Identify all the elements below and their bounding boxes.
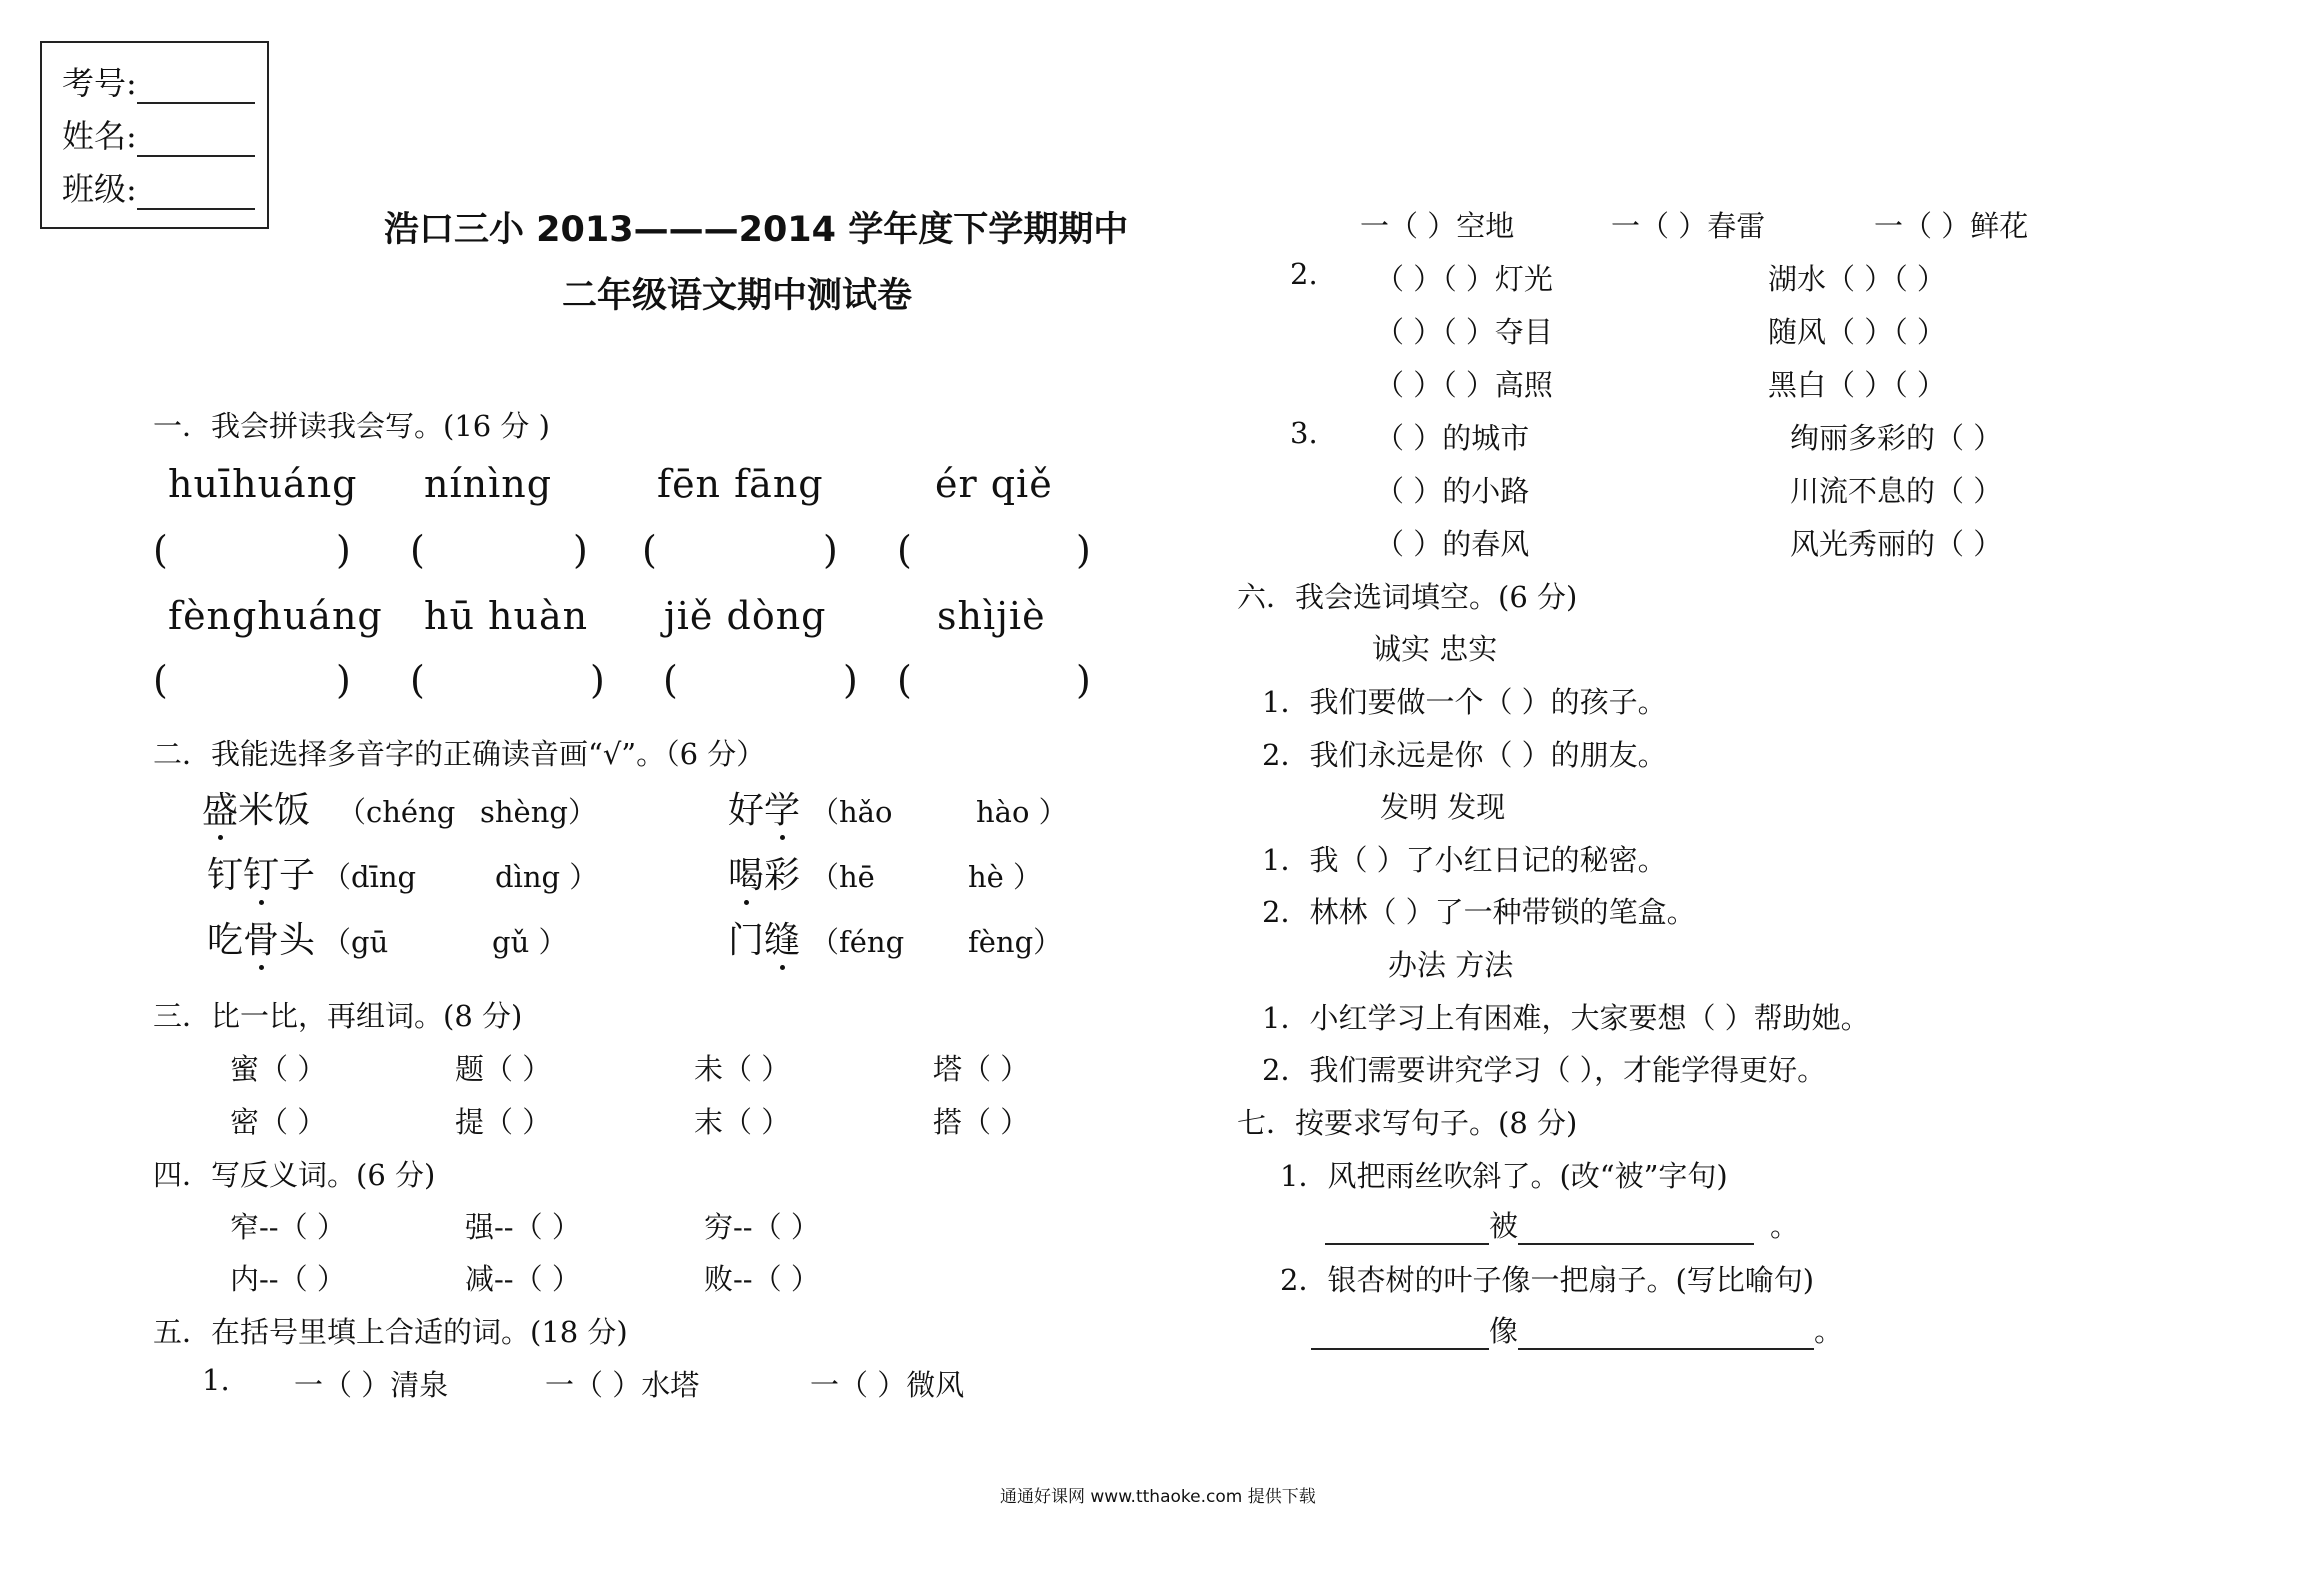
section-2-heading: 二．我能选择多音字的正确读音画“√”。（6 分） xyxy=(153,737,766,771)
pinyin-5: fènghuáng xyxy=(168,594,383,638)
polyphone-1-opt1[interactable]: （chéng xyxy=(337,795,456,829)
pinyin-3: fēn fāng xyxy=(657,462,824,506)
compare-word-1[interactable]: 蜜（ ） xyxy=(230,1052,327,1086)
polyphone-item-4: 喝彩 xyxy=(728,855,801,896)
fill-sentence-1[interactable]: 1．我们要做一个（ ）的孩子。 xyxy=(1262,685,1667,719)
class-field[interactable] xyxy=(137,180,255,210)
four-char-1[interactable]: （ ）（ ）灯光 xyxy=(1375,262,1553,296)
compare-word-5[interactable]: 密（ ） xyxy=(230,1105,327,1139)
compare-word-8[interactable]: 搭（ ） xyxy=(933,1105,1030,1139)
answer-paren-2-open[interactable]: ( xyxy=(410,528,425,572)
section-4-heading: 四．写反义词。(6 分) xyxy=(153,1158,436,1192)
compare-word-7[interactable]: 末（ ） xyxy=(694,1105,791,1139)
pinyin-6: hū huàn xyxy=(424,594,589,638)
four-char-6[interactable]: 黑白（ ）（ ） xyxy=(1768,368,1946,402)
polyphone-4-opt2[interactable]: hè ） xyxy=(968,860,1043,894)
section-7-heading: 七．按要求写句子。(8 分) xyxy=(1237,1106,1578,1140)
s5-q1-number: 1. xyxy=(202,1363,230,1397)
rewrite-answer-1: 被 。 xyxy=(1325,1204,1799,1245)
antonym-4[interactable]: 内--（ ） xyxy=(230,1262,346,1296)
answer-paren-4-open[interactable]: ( xyxy=(897,528,912,572)
name-field[interactable] xyxy=(137,127,255,157)
fill-sentence-2[interactable]: 2．我们永远是你（ ）的朋友。 xyxy=(1262,738,1667,772)
measure-word-5[interactable]: 一（ ）春雷 xyxy=(1611,209,1766,243)
answer-blank-1a[interactable] xyxy=(1325,1215,1489,1245)
phrase-3[interactable]: （ ）的小路 xyxy=(1375,474,1530,508)
answer-paren-3-close: ) xyxy=(823,528,838,572)
polyphone-item-6: 门缝 xyxy=(728,920,801,961)
page-title: 浩口三小 2013———2014 学年度下学期期中 xyxy=(384,210,1129,250)
antonym-1[interactable]: 窄--（ ） xyxy=(230,1210,346,1244)
polyphone-6-opt1[interactable]: （féng xyxy=(810,925,905,959)
exam-number-field[interactable] xyxy=(137,74,255,104)
answer-blank-1b[interactable] xyxy=(1518,1215,1754,1245)
s5-q3-number: 3. xyxy=(1290,416,1318,450)
answer-paren-7-open[interactable]: ( xyxy=(663,658,678,702)
name-label: 姓名: xyxy=(62,117,137,155)
answer-paren-8-open[interactable]: ( xyxy=(897,658,912,702)
phrase-6[interactable]: 风光秀丽的（ ） xyxy=(1790,527,2003,561)
answer-blank-2b[interactable] xyxy=(1518,1320,1814,1350)
answer-paren-1-close: ) xyxy=(336,528,351,572)
section-3-heading: 三．比一比，再组词。(8 分) xyxy=(153,999,523,1033)
exam-number-row xyxy=(62,58,255,104)
four-char-3[interactable]: （ ）（ ）夺目 xyxy=(1375,315,1553,349)
polyphone-1-opt2[interactable]: shèng） xyxy=(480,795,597,829)
compare-word-3[interactable]: 未（ ） xyxy=(694,1052,791,1086)
antonym-5[interactable]: 减--（ ） xyxy=(465,1262,581,1296)
answer-paren-8-close: ) xyxy=(1076,658,1091,702)
antonym-3[interactable]: 穷--（ ） xyxy=(704,1210,820,1244)
polyphone-2-opt2[interactable]: hào ） xyxy=(976,795,1068,829)
polyphone-5-opt2[interactable]: gǔ ） xyxy=(492,925,568,959)
section-6-heading: 六．我会选词填空。(6 分) xyxy=(1237,580,1578,614)
measure-word-2[interactable]: 一（ ）水塔 xyxy=(545,1368,700,1402)
answer-paren-5-close: ) xyxy=(336,658,351,702)
pinyin-1: huīhuáng xyxy=(168,462,358,506)
polyphone-item-5: 吃骨头 xyxy=(207,920,316,961)
measure-word-4[interactable]: 一（ ）空地 xyxy=(1360,209,1515,243)
pinyin-2: nínìng xyxy=(424,462,553,506)
answer-paren-6-close: ) xyxy=(590,658,605,702)
answer-paren-1-open[interactable]: ( xyxy=(153,528,168,572)
class-row xyxy=(62,164,255,210)
four-char-4[interactable]: 随风（ ）（ ） xyxy=(1768,315,1946,349)
phrase-1[interactable]: （ ）的城市 xyxy=(1375,421,1530,455)
pinyin-8: shìjiè xyxy=(937,594,1046,638)
fill-sentence-5[interactable]: 1．小红学习上有困难，大家要想（ ）帮助她。 xyxy=(1262,1001,1870,1035)
rewrite-question-1: 1．风把雨丝吹斜了。(改“被”字句) xyxy=(1280,1159,1728,1193)
polyphone-3-opt1[interactable]: （dīng xyxy=(322,860,417,894)
pinyin-7: jiě dòng xyxy=(664,594,827,638)
polyphone-item-3: 钉钉子 xyxy=(207,855,316,896)
measure-word-6[interactable]: 一（ ）鲜花 xyxy=(1874,209,2029,243)
word-choice-3: 办法 方法 xyxy=(1388,948,1514,982)
polyphone-item-2: 好学 xyxy=(728,790,801,831)
rewrite-answer-2: 像 。 xyxy=(1311,1309,1843,1350)
answer-paren-7-close: ) xyxy=(843,658,858,702)
compare-word-4[interactable]: 塔（ ） xyxy=(933,1052,1030,1086)
section-5-heading: 五．在括号里填上合适的词。(18 分) xyxy=(153,1315,628,1349)
antonym-2[interactable]: 强--（ ） xyxy=(465,1210,581,1244)
polyphone-5-opt1[interactable]: （gū xyxy=(322,925,389,959)
answer-paren-5-open[interactable]: ( xyxy=(153,658,168,702)
footer-credit: 通通好课网 www.tthaoke.com 提供下载 xyxy=(1000,1487,1316,1507)
page-subtitle: 二年级语文期中测试卷 xyxy=(562,276,913,316)
pinyin-4: ér qiě xyxy=(935,462,1053,506)
class-label: 班级: xyxy=(62,170,137,208)
fill-sentence-6[interactable]: 2．我们需要讲究学习（ ），才能学得更好。 xyxy=(1262,1053,1827,1087)
s5-q2-number: 2. xyxy=(1290,257,1318,291)
polyphone-6-opt2[interactable]: fèng） xyxy=(968,925,1063,959)
polyphone-2-opt1[interactable]: （hǎo xyxy=(810,795,893,829)
polyphone-item-1: 盛米饭 xyxy=(202,790,311,831)
antonym-6[interactable]: 败--（ ） xyxy=(704,1262,820,1296)
measure-word-1[interactable]: 一（ ）清泉 xyxy=(294,1368,449,1402)
four-char-5[interactable]: （ ）（ ）高照 xyxy=(1375,368,1553,402)
compare-word-2[interactable]: 题（ ） xyxy=(455,1052,552,1086)
rewrite-question-2: 2．银杏树的叶子像一把扇子。(写比喻句) xyxy=(1280,1263,1815,1297)
measure-word-3[interactable]: 一（ ）微风 xyxy=(810,1368,965,1402)
answer-paren-2-close: ) xyxy=(573,528,588,572)
word-choice-1: 诚实 忠实 xyxy=(1372,632,1498,666)
phrase-4[interactable]: 川流不息的（ ） xyxy=(1790,474,2003,508)
answer-paren-4-close: ) xyxy=(1076,528,1091,572)
answer-paren-3-open[interactable]: ( xyxy=(642,528,657,572)
fill-sentence-4[interactable]: 2．林林（ ）了一种带锁的笔盒。 xyxy=(1262,895,1696,929)
phrase-2[interactable]: 绚丽多彩的（ ） xyxy=(1790,421,2003,455)
word-choice-2: 发明 发现 xyxy=(1380,790,1506,824)
four-char-2[interactable]: 湖水（ ）（ ） xyxy=(1768,262,1946,296)
student-info-box xyxy=(40,41,269,229)
fill-sentence-3[interactable]: 1．我（ ）了小红日记的秘密。 xyxy=(1262,843,1667,877)
polyphone-4-opt1[interactable]: （hē xyxy=(810,860,875,894)
section-1-heading: 一．我会拼读我会写。(16 分 ) xyxy=(153,409,550,443)
compare-word-6[interactable]: 提（ ） xyxy=(455,1105,552,1139)
answer-paren-6-open[interactable]: ( xyxy=(410,658,425,702)
name-row xyxy=(62,111,255,157)
phrase-5[interactable]: （ ）的春风 xyxy=(1375,527,1530,561)
answer-blank-2a[interactable] xyxy=(1311,1320,1489,1350)
polyphone-3-opt2[interactable]: dìng ） xyxy=(495,860,599,894)
exam-number-label: 考号: xyxy=(62,64,137,102)
